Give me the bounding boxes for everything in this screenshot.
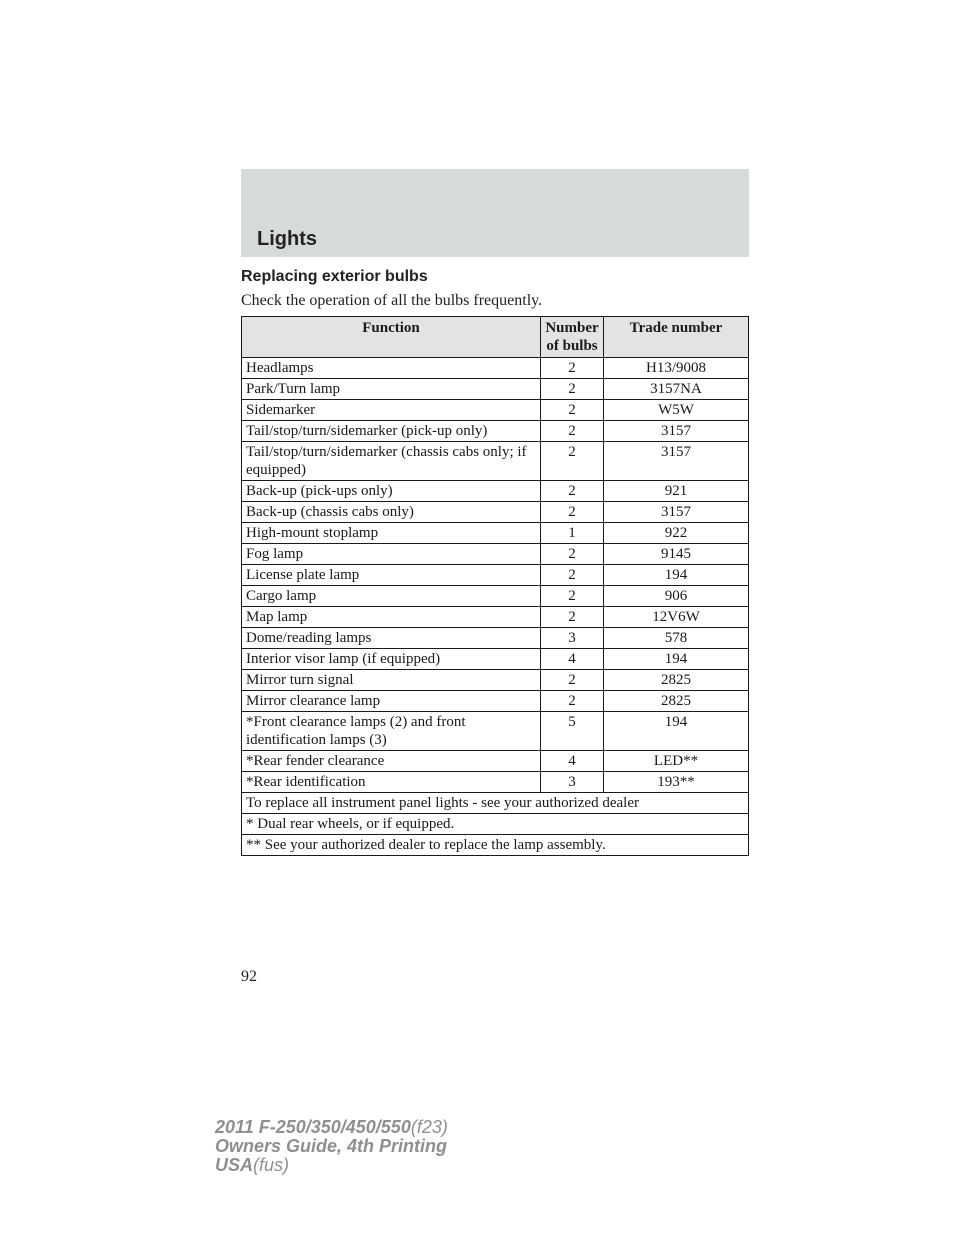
table-note: * Dual rear wheels, or if equipped. bbox=[242, 814, 749, 835]
cell-function: Dome/reading lamps bbox=[242, 628, 541, 649]
section-header bbox=[241, 169, 749, 257]
cell-function: Back-up (chassis cabs only) bbox=[242, 502, 541, 523]
cell-trade-number: 194 bbox=[604, 565, 749, 586]
cell-function: Tail/stop/turn/sidemarker (chassis cabs only; if equipped) bbox=[242, 442, 541, 481]
cell-trade-number: 194 bbox=[604, 712, 749, 751]
cell-function: Cargo lamp bbox=[242, 586, 541, 607]
table-note-row bbox=[242, 814, 749, 835]
table-note-row bbox=[242, 793, 749, 814]
cell-function: Headlamps bbox=[242, 358, 541, 379]
table-row bbox=[242, 712, 749, 751]
cell-function: Sidemarker bbox=[242, 400, 541, 421]
table-row bbox=[242, 607, 749, 628]
cell-number-of-bulbs: 2 bbox=[541, 442, 604, 481]
cell-function: Mirror clearance lamp bbox=[242, 691, 541, 712]
table-row bbox=[242, 502, 749, 523]
cell-function: Back-up (pick-ups only) bbox=[242, 481, 541, 502]
cell-trade-number: 3157 bbox=[604, 421, 749, 442]
footer-region: USA bbox=[215, 1155, 254, 1175]
cell-trade-number: H13/9008 bbox=[604, 358, 749, 379]
cell-function: Fog lamp bbox=[242, 544, 541, 565]
cell-trade-number: 3157 bbox=[604, 502, 749, 523]
cell-function: Mirror turn signal bbox=[242, 670, 541, 691]
cell-trade-number: 906 bbox=[604, 586, 749, 607]
cell-function: Tail/stop/turn/sidemarker (pick-up only) bbox=[242, 421, 541, 442]
cell-number-of-bulbs: 2 bbox=[541, 544, 604, 565]
cell-number-of-bulbs: 1 bbox=[541, 523, 604, 544]
footer bbox=[215, 1118, 448, 1175]
cell-trade-number: 2825 bbox=[604, 670, 749, 691]
footer-model: 2011 F-250/350/450/550 bbox=[215, 1117, 411, 1137]
cell-trade-number: 2825 bbox=[604, 691, 749, 712]
cell-trade-number: 193** bbox=[604, 772, 749, 793]
footer-line-3 bbox=[215, 1156, 448, 1175]
cell-trade-number: 9145 bbox=[604, 544, 749, 565]
cell-number-of-bulbs: 2 bbox=[541, 481, 604, 502]
footer-line-2: Owners Guide, 4th Printing bbox=[215, 1136, 448, 1156]
footer-model-code: (f23) bbox=[410, 1117, 448, 1137]
cell-function: *Rear fender clearance bbox=[242, 751, 541, 772]
cell-trade-number: W5W bbox=[604, 400, 749, 421]
cell-function: Interior visor lamp (if equipped) bbox=[242, 649, 541, 670]
cell-number-of-bulbs: 4 bbox=[541, 751, 604, 772]
cell-number-of-bulbs: 2 bbox=[541, 691, 604, 712]
footer-line-1 bbox=[215, 1118, 448, 1137]
footer-region-code: (fus) bbox=[253, 1155, 290, 1175]
cell-number-of-bulbs: 2 bbox=[541, 670, 604, 691]
table-row bbox=[242, 400, 749, 421]
cell-function: Park/Turn lamp bbox=[242, 379, 541, 400]
table-row bbox=[242, 649, 749, 670]
cell-number-of-bulbs: 2 bbox=[541, 358, 604, 379]
cell-function: *Rear identification bbox=[242, 772, 541, 793]
table-row bbox=[242, 358, 749, 379]
cell-function: *Front clearance lamps (2) and front identification lamps (3) bbox=[242, 712, 541, 751]
subheading: Replacing exterior bulbs bbox=[241, 268, 428, 285]
table-row bbox=[242, 523, 749, 544]
cell-trade-number: 12V6W bbox=[604, 607, 749, 628]
section-title: Lights bbox=[257, 228, 317, 250]
cell-trade-number: LED** bbox=[604, 751, 749, 772]
cell-trade-number: 922 bbox=[604, 523, 749, 544]
table-row bbox=[242, 628, 749, 649]
table-row bbox=[242, 481, 749, 502]
cell-function: License plate lamp bbox=[242, 565, 541, 586]
cell-number-of-bulbs: 2 bbox=[541, 607, 604, 628]
cell-number-of-bulbs: 2 bbox=[541, 400, 604, 421]
cell-number-of-bulbs: 2 bbox=[541, 379, 604, 400]
table-row bbox=[242, 691, 749, 712]
cell-number-of-bulbs: 2 bbox=[541, 421, 604, 442]
header-function: Function bbox=[242, 317, 541, 358]
cell-number-of-bulbs: 2 bbox=[541, 502, 604, 523]
cell-number-of-bulbs: 3 bbox=[541, 628, 604, 649]
table-row bbox=[242, 565, 749, 586]
intro-text: Check the operation of all the bulbs frequently. bbox=[241, 292, 543, 309]
table-row bbox=[242, 751, 749, 772]
cell-number-of-bulbs: 2 bbox=[541, 565, 604, 586]
cell-number-of-bulbs: 3 bbox=[541, 772, 604, 793]
cell-number-of-bulbs: 5 bbox=[541, 712, 604, 751]
cell-trade-number: 578 bbox=[604, 628, 749, 649]
table-row bbox=[242, 670, 749, 691]
page-number: 92 bbox=[241, 968, 257, 985]
cell-function: Map lamp bbox=[242, 607, 541, 628]
cell-trade-number: 3157NA bbox=[604, 379, 749, 400]
cell-trade-number: 921 bbox=[604, 481, 749, 502]
table-row bbox=[242, 379, 749, 400]
table-note: To replace all instrument panel lights - see your authorized dealer bbox=[242, 793, 749, 814]
table-row bbox=[242, 442, 749, 481]
table-note-row bbox=[242, 835, 749, 856]
bulb-table bbox=[241, 316, 749, 856]
cell-trade-number: 3157 bbox=[604, 442, 749, 481]
table-row bbox=[242, 772, 749, 793]
cell-trade-number: 194 bbox=[604, 649, 749, 670]
table-note: ** See your authorized dealer to replace the lamp assembly. bbox=[242, 835, 749, 856]
cell-number-of-bulbs: 2 bbox=[541, 586, 604, 607]
cell-function: High-mount stoplamp bbox=[242, 523, 541, 544]
header-number-of-bulbs: Number of bulbs bbox=[541, 317, 604, 358]
table-body bbox=[242, 358, 749, 856]
table-row bbox=[242, 586, 749, 607]
table-row bbox=[242, 544, 749, 565]
table-row bbox=[242, 421, 749, 442]
cell-number-of-bulbs: 4 bbox=[541, 649, 604, 670]
table-header-row bbox=[242, 317, 749, 358]
header-trade-number: Trade number bbox=[604, 317, 749, 358]
